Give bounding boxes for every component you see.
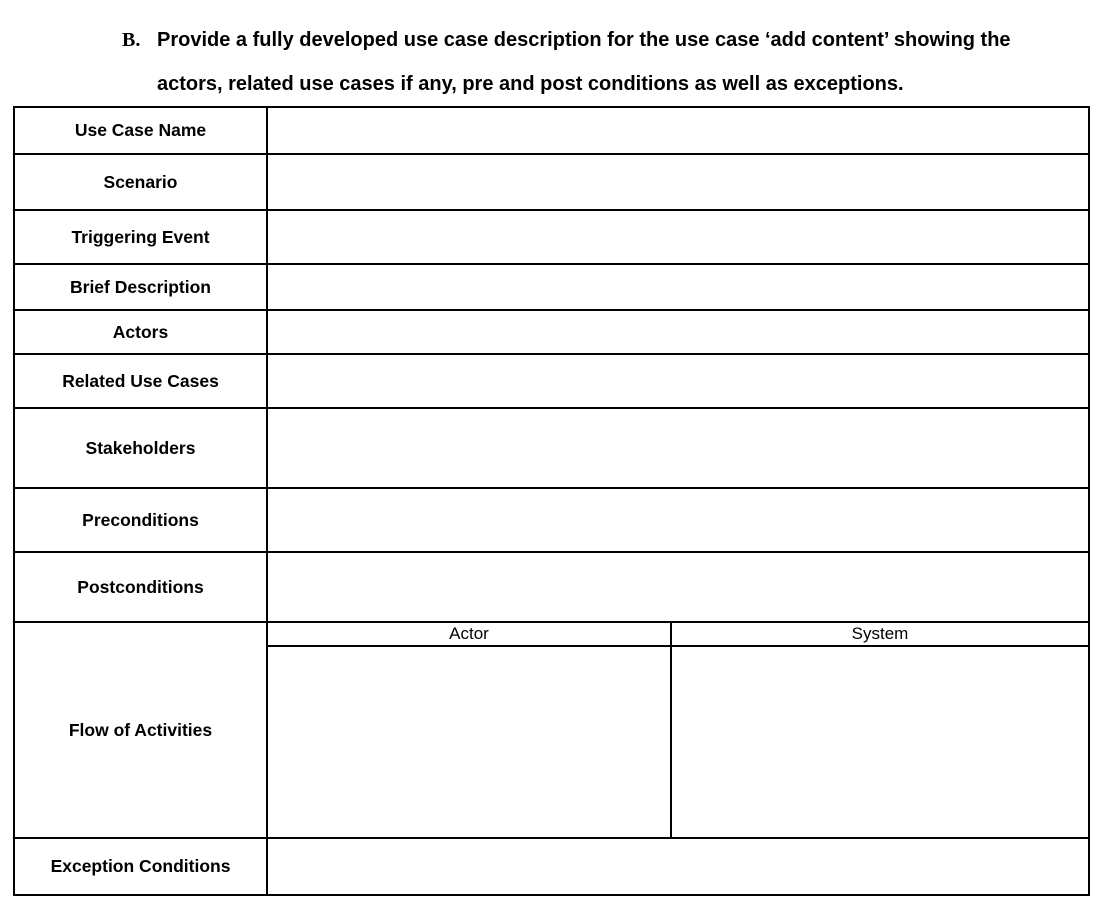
question-marker: B.: [122, 29, 141, 51]
use-case-table: [13, 106, 1090, 896]
question-line-2: actors, related use cases if any, pre and post conditions as well as exceptions.: [157, 73, 904, 95]
value-scenario[interactable]: [267, 154, 1089, 210]
flow-of-activities-grid: [267, 622, 1089, 838]
flow-subtable: [268, 623, 1088, 837]
value-preconditions[interactable]: [267, 488, 1089, 552]
flow-system-cell[interactable]: [671, 646, 1088, 837]
label-related-use-cases: Related Use Cases: [14, 354, 267, 408]
value-actors[interactable]: [267, 310, 1089, 354]
row-stakeholders: [14, 408, 1089, 488]
question-line-1: [122, 18, 1062, 62]
label-preconditions: Preconditions: [14, 488, 267, 552]
flow-actor-cell[interactable]: [268, 646, 671, 837]
row-flow-of-activities: [14, 622, 1089, 838]
row-preconditions: [14, 488, 1089, 552]
flow-body-row: [268, 646, 1088, 837]
flow-header-actor: Actor: [268, 623, 671, 646]
label-brief-description: Brief Description: [14, 264, 267, 310]
row-brief-description: [14, 264, 1089, 310]
row-actors: [14, 310, 1089, 354]
flow-header-system: System: [671, 623, 1088, 646]
label-use-case-name: Use Case Name: [14, 107, 267, 154]
label-stakeholders: Stakeholders: [14, 408, 267, 488]
question-line-1-text: Provide a fully developed use case description for the use case ‘add content’ showing the: [157, 29, 1011, 51]
label-flow-of-activities: Flow of Activities: [14, 622, 267, 838]
label-actors: Actors: [14, 310, 267, 354]
question-text: [122, 18, 1062, 106]
label-exception-conditions: Exception Conditions: [14, 838, 267, 895]
value-exception-conditions[interactable]: [267, 838, 1089, 895]
row-postconditions: [14, 552, 1089, 622]
label-postconditions: Postconditions: [14, 552, 267, 622]
row-triggering-event: [14, 210, 1089, 264]
row-use-case-name: [14, 107, 1089, 154]
flow-header-row: [268, 623, 1088, 646]
row-related-use-cases: [14, 354, 1089, 408]
value-brief-description[interactable]: [267, 264, 1089, 310]
value-stakeholders[interactable]: [267, 408, 1089, 488]
label-triggering-event: Triggering Event: [14, 210, 267, 264]
value-triggering-event[interactable]: [267, 210, 1089, 264]
row-exception-conditions: [14, 838, 1089, 895]
value-use-case-name[interactable]: [267, 107, 1089, 154]
value-postconditions[interactable]: [267, 552, 1089, 622]
label-scenario: Scenario: [14, 154, 267, 210]
value-related-use-cases[interactable]: [267, 354, 1089, 408]
row-scenario: [14, 154, 1089, 210]
